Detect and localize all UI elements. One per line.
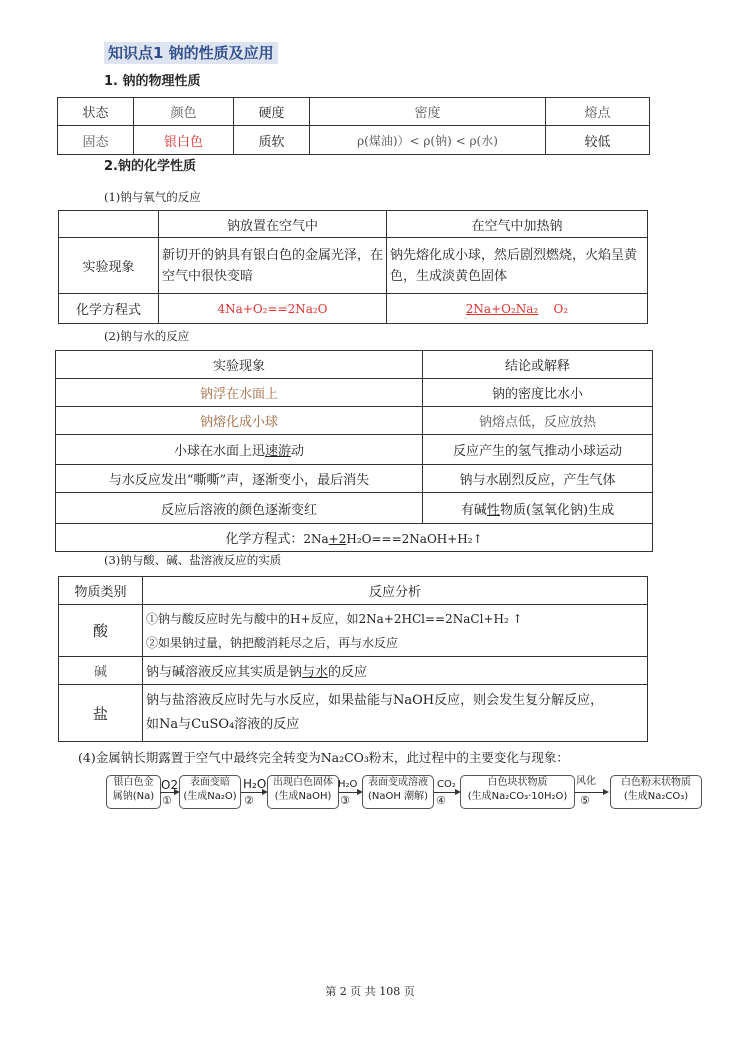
abs-acid-line2: ②如果钠过量，钠把酸消耗尽之后，再与水反应 (146, 635, 399, 650)
header-density: 密度 (310, 98, 546, 126)
abs-header-category: 物质类别 (59, 577, 143, 605)
flow-step-powder-line2: (生成Na₂CO₃) (623, 791, 689, 802)
water-r3-phenomenon (56, 435, 423, 465)
flow-step-solution-line2: (NaOH 潮解) (368, 791, 428, 802)
flow-step-darken-line2: (生成Na₂O) (183, 791, 237, 802)
water-r1-phenomenon: 钠浮在水面上 (56, 379, 423, 407)
water-equation (56, 524, 653, 552)
abs-acid-line1: ①钠与酸反应时先与酸中的H+反应，如2Na+2HCl==2NaCl+H₂ ↑ (146, 611, 523, 626)
oxy-equation-heat-main: 2Na+O₂Na₂ (465, 301, 539, 316)
oxy-phenomenon-heat: 钠先熔化成小球，然后剧烈燃烧，火焰呈黄色，生成淡黄色固体 (387, 238, 648, 294)
oxy-phenomenon-air: 新切开的钠具有银白色的金属光泽，在空气中很快变暗 (159, 238, 387, 294)
flow-arrow2-label: H₂O (243, 777, 267, 791)
flow-arrow3 (338, 792, 361, 793)
flow-step-darken-line1: 表面变暗 (190, 777, 230, 788)
value-hardness: 质软 (234, 126, 310, 155)
water-r4-phenomenon: 与水反应发出“嘶嘶”声，逐渐变小，最后消失 (56, 465, 423, 493)
acid-base-salt-table (58, 576, 648, 742)
flow-arrow2-number: ② (244, 794, 254, 807)
page-title: 知识点1 钠的性质及应用 (104, 42, 278, 64)
flow-step-solution (362, 775, 434, 809)
flow-arrow5 (575, 792, 607, 793)
flow-step-sodium (106, 775, 161, 809)
oxy-corner (59, 211, 159, 238)
water-equation-underlined: +2 (328, 532, 347, 546)
flow-step-white-solid-line2: (生成NaOH) (274, 791, 332, 802)
water-r5-text-underlined: 性 (486, 502, 500, 518)
water-r1-explanation: 钠的密度比水小 (423, 379, 653, 407)
oxygen-reaction-table (58, 210, 648, 324)
water-r3-text-underlined: 速游 (264, 444, 291, 459)
flow-arrow3-number: ③ (340, 794, 350, 807)
flow-step-white-solid (267, 775, 339, 809)
value-color: 银白色 (134, 126, 234, 155)
water-equation-label: 化学方程式： (225, 532, 304, 547)
flow-arrow4-number: ④ (436, 794, 446, 807)
abs-salt-label: 盐 (59, 685, 143, 742)
header-color: 颜色 (134, 98, 234, 126)
water-r5-phenomenon: 反应后溶液的颜色逐渐变红 (56, 493, 423, 524)
subsection-acid-base-salt: (3)钠与酸、碱、盐溶液反应的实质 (104, 553, 282, 567)
flow-step-crystal-line1: 白色块状物质 (487, 777, 548, 788)
oxy-equation-heat-product: O₂ (553, 301, 569, 316)
flow-step-solution-line1: 表面变成溶液 (368, 777, 428, 788)
section-chemical-properties: 2.钠的化学性质 (104, 159, 196, 174)
flow-arrow1-number: ① (162, 794, 172, 807)
value-state: 固态 (58, 126, 134, 155)
water-r5-text-pre: 有碱 (460, 502, 487, 518)
flow-step-powder (610, 775, 702, 809)
flow-arrow3-label: H₂O (338, 779, 358, 790)
value-melting-point: 较低 (546, 126, 650, 155)
flow-arrow5-number: ⑤ (580, 794, 590, 807)
oxy-col-air: 钠放置在空气中 (159, 211, 387, 238)
flow-arrow4-label: CO₂ (437, 779, 456, 790)
flow-arrow2 (241, 792, 266, 793)
oxy-row-phenomenon: 实验现象 (59, 238, 159, 294)
flow-step-white-solid-line1: 出现白色固体 (273, 777, 333, 788)
abs-salt-line1: 钠与盐溶液反应时先与水反应，如果盐能与NaOH反应，则会发生复分解反应， (146, 693, 604, 708)
flow-arrow5-label: 风化 (576, 776, 596, 787)
abs-salt-analysis (143, 685, 648, 742)
flow-arrow4 (434, 792, 459, 793)
water-r2-explanation: 钠熔点低，反应放热 (423, 407, 653, 435)
water-r3-text-post: 动 (291, 444, 305, 459)
abs-acid-label: 酸 (59, 605, 143, 657)
water-header-phenomenon: 实验现象 (56, 351, 423, 379)
water-equation-post: H₂O===2NaOH+H₂↑ (346, 532, 483, 546)
abs-acid-analysis (143, 605, 648, 657)
subsection-air-exposure: (4)金属钠长期露置于空气中最终完全转变为Na₂CO₃粉末，此过程中的主要变化与现象： (78, 750, 569, 765)
subsection-water: (2)钠与水的反应 (104, 329, 190, 343)
page-footer: 第 2 页 共 108 页 (325, 985, 415, 998)
oxy-equation-heat (387, 294, 648, 324)
oxy-equation-air: 4Na+O₂==2Na₂O (159, 294, 387, 324)
flow-step-crystal (460, 775, 575, 809)
abs-salt-line2: 如Na与CuSO₄溶液的反应 (146, 717, 300, 732)
water-reaction-table (55, 350, 653, 552)
flow-arrow1 (160, 792, 178, 793)
flow-step-sodium-line1: 银白色金 (113, 777, 154, 788)
water-header-explanation: 结论或解释 (423, 351, 653, 379)
flow-step-sodium-line2: 属钠(Na) (112, 791, 155, 802)
flow-step-crystal-line2: (生成Na₂CO₃·10H₂O) (467, 791, 568, 802)
abs-base-text-underlined: 与水 (302, 665, 329, 680)
abs-header-analysis: 反应分析 (143, 577, 648, 605)
flow-step-powder-line1: 白色粉末状物质 (621, 777, 691, 788)
abs-base-text-pre: 钠与碱溶液反应其实质是钠 (146, 665, 303, 680)
section-physical-properties: 1. 钠的物理性质 (104, 74, 201, 89)
header-hardness: 硬度 (234, 98, 310, 126)
water-equation-pre: 2Na (303, 532, 329, 546)
oxy-row-equation: 化学方程式 (59, 294, 159, 324)
abs-base-text-post: 的反应 (328, 665, 368, 680)
subsection-oxygen: (1)钠与氧气的反应 (104, 190, 201, 204)
header-state: 状态 (58, 98, 134, 126)
flow-arrow1-label: O2 (161, 778, 179, 792)
water-r3-explanation: 反应产生的氢气推动小球运动 (423, 435, 653, 465)
oxy-col-heat: 在空气中加热钠 (387, 211, 648, 238)
abs-base-label: 碱 (59, 657, 143, 685)
physical-properties-table (57, 97, 650, 155)
water-r5-text-post: 物质(氢氧化钠)生成 (499, 502, 615, 518)
value-density: ρ(煤油)）< ρ(钠) < ρ(水) (310, 126, 546, 155)
flow-step-darken (179, 775, 241, 809)
abs-base-analysis (143, 657, 648, 685)
header-melting-point: 熔点 (546, 98, 650, 126)
water-r3-text-pre: 小球在水面上迅 (173, 444, 265, 459)
water-r5-explanation (423, 493, 653, 524)
water-r4-explanation: 钠与水剧烈反应，产生气体 (423, 465, 653, 493)
water-r2-phenomenon: 钠熔化成小球 (56, 407, 423, 435)
